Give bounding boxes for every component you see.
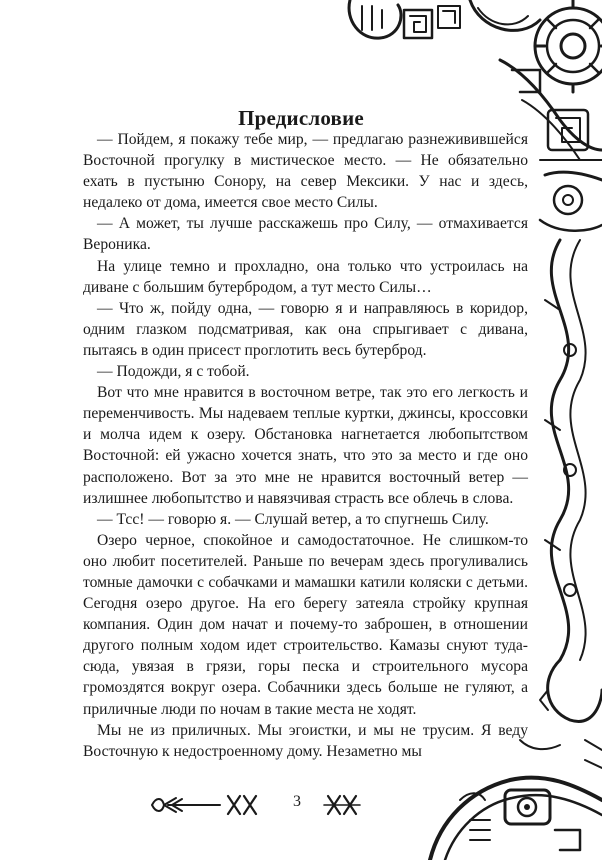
- paragraph: Мы не из приличных. Мы эгоистки, и мы не трусим. Я веду Восточную к недостроенному дому. Незаметно мы: [83, 721, 528, 760]
- body-text: [83, 129, 528, 762]
- paragraph: — Тсс! — говорю я. — Слушай ветер, а то спугнешь Силу.: [97, 510, 489, 528]
- paragraph: Вот что мне нравится в восточном ветре, так это его легкость и переменчивость. Мы надеваем теплые куртки, джинсы, кроссовки и молча идем к озеру. Обстановка нагнетается любопытством Восточной: ей ужасно хочется знать, что это за место и где оно расположено. Вот за это мне не нравится восточный ветер — излишнее любопытство и навязчивая страсть все облечь в слова.: [83, 384, 528, 507]
- paragraph: Озеро черное, спокойное и самодостаточное. Не слишком-то оно любит посетителей. Раньше по вечерам здесь прогуливались томные дамочки с собачками и мамашки катили коляски с детьми. Сегодня озеро другое. На его берегу затеяла стройку крупная компания. Один дом начат и почему-то заброшен, в отношении другого полным ходом идет строительство. Камазы снуют туда-сюда, увязая в грязи, горы песка и строительного мусора громоздятся вокруг озера. Собачники здесь больше не гуляют, а приличные люди по ночам в такие места не ходят.: [83, 531, 528, 718]
- paragraph: — А может, ты лучше расскажешь про Силу, — отмахивается Вероника.: [83, 215, 528, 254]
- page-number: 3: [293, 793, 301, 810]
- arrow-rune-ornament-icon: [148, 790, 368, 820]
- page-title: Предисловие: [238, 106, 364, 131]
- paragraph: На улице темно и прохладно, она только что устроилась на диване с большим бутербродом, а тут место Силы…: [83, 257, 528, 296]
- paragraph: — Подожди, я с тобой.: [97, 363, 250, 381]
- paragraph: — Пойдем, я покажу тебе мир, — предлагаю разнеживившейся Восточной прогулку в мистическое место. — Не обязательно ехать в пустыню Сонору, на север Мексики. У нас и здесь, недалеко от дома, имеется свое место Силы.: [83, 131, 528, 212]
- paragraph: — Что ж, пойду одна, — говорю я и направляюсь в коридор, одним глазком подсматривая, как она спрыгивает с дивана, пытаясь в один присест проглотить весь бутерброд.: [83, 299, 528, 359]
